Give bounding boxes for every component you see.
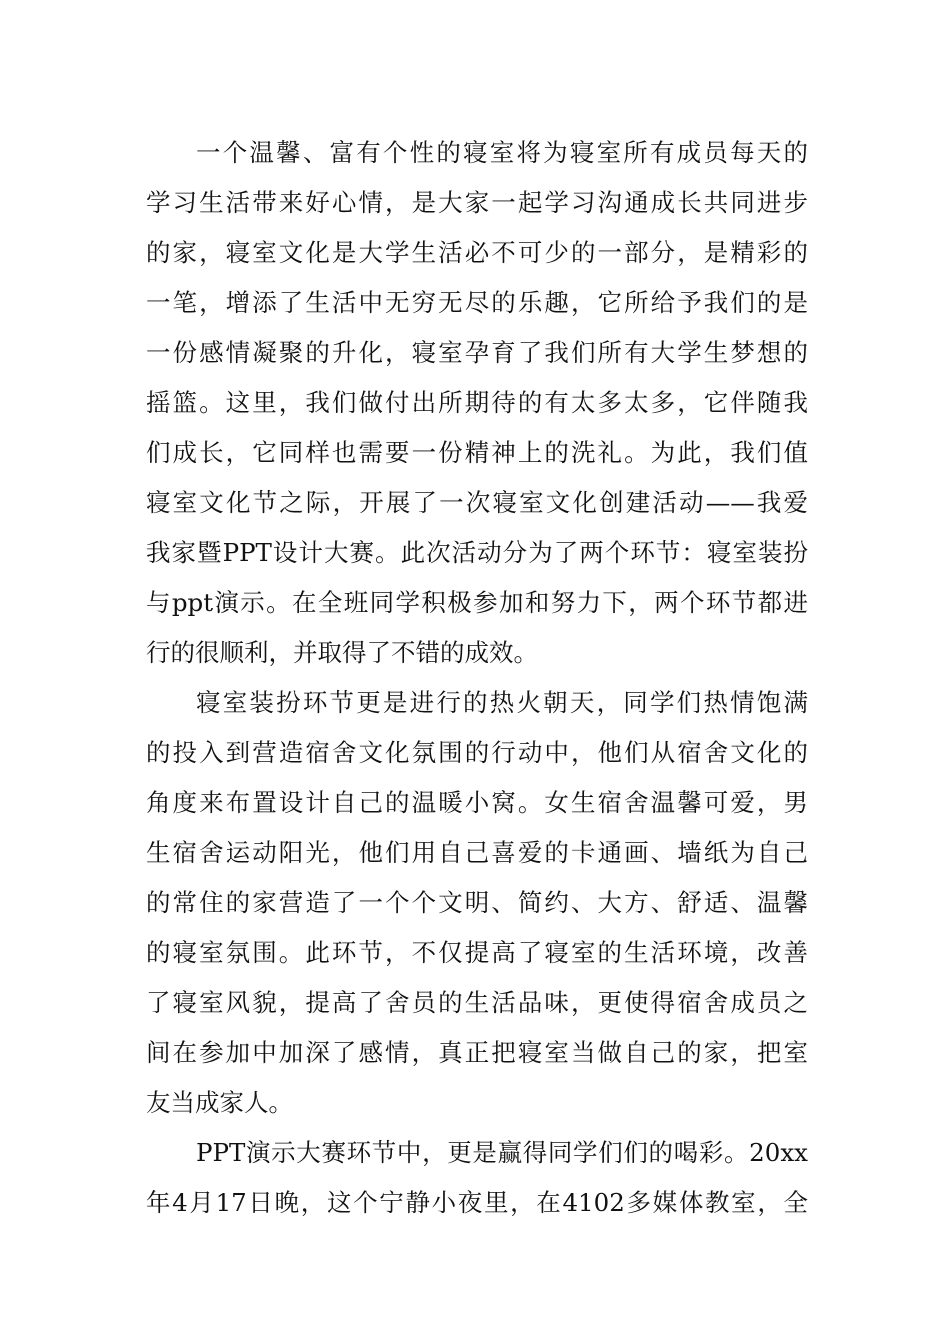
paragraph-2-line-5: 的常住的家营造了一个个文明、简约、大方、舒适、温馨 [146,888,808,917]
paragraph-1-line-9: 我家暨PPT设计大赛。此次活动分为了两个环节：寝室装扮 [146,538,808,567]
paragraph-1-line-3: 的家，寝室文化是大学生活必不可少的一部分，是精彩的 [146,238,808,267]
paragraph-1-line-1: 一个温馨、富有个性的寝室将为寝室所有成员每天的 [196,138,808,167]
paragraph-1-line-10: 与ppt演示。在全班同学积极参加和努力下，两个环节都进 [146,588,808,617]
paragraph-2-line-1: 寝室装扮环节更是进行的热火朝天，同学们热情饱满 [196,688,808,717]
paragraph-1-line-11: 行的很顺利，并取得了不错的成效。 [146,638,538,667]
paragraph-2-line-4: 生宿舍运动阳光，他们用自己喜爱的卡通画、墙纸为自己 [146,838,808,867]
paragraph-2-line-7: 了寝室风貌，提高了舍员的生活品味，更使得宿舍成员之 [146,988,808,1017]
paragraph-2-line-3: 角度来布置设计自己的温暖小窝。女生宿舍温馨可爱，男 [146,788,808,817]
paragraph-2-line-6: 的寝室氛围。此环节，不仅提高了寝室的生活环境，改善 [146,938,808,967]
paragraph-1-line-8: 寝室文化节之际，开展了一次寝室文化创建活动——我爱 [146,488,808,517]
paragraph-1-line-7: 们成长，它同样也需要一份精神上的洗礼。为此，我们值 [146,438,808,467]
paragraph-3-line-1: PPT演示大赛环节中，更是赢得同学们们的喝彩。20xx [196,1138,808,1167]
paragraph-2-line-9: 友当成家人。 [146,1088,293,1117]
body-text [146,128,808,1228]
paragraph-3-line-2: 年4月17日晚，这个宁静小夜里，在4102多媒体教室，全 [146,1188,808,1217]
paragraph-1-line-6: 摇篮。这里，我们做付出所期待的有太多太多，它伴随我 [146,388,808,417]
paragraph-2-line-8: 间在参加中加深了感情，真正把寝室当做自己的家，把室 [146,1038,808,1067]
paragraph-1-line-4: 一笔，增添了生活中无穷无尽的乐趣，它所给予我们的是 [146,288,808,317]
paragraph-2-line-2: 的投入到营造宿舍文化氛围的行动中，他们从宿舍文化的 [146,738,808,767]
paragraph-1-line-2: 学习生活带来好心情，是大家一起学习沟通成长共同进步 [146,188,808,217]
paragraph-1-line-5: 一份感情凝聚的升化，寝室孕育了我们所有大学生梦想的 [146,338,808,367]
